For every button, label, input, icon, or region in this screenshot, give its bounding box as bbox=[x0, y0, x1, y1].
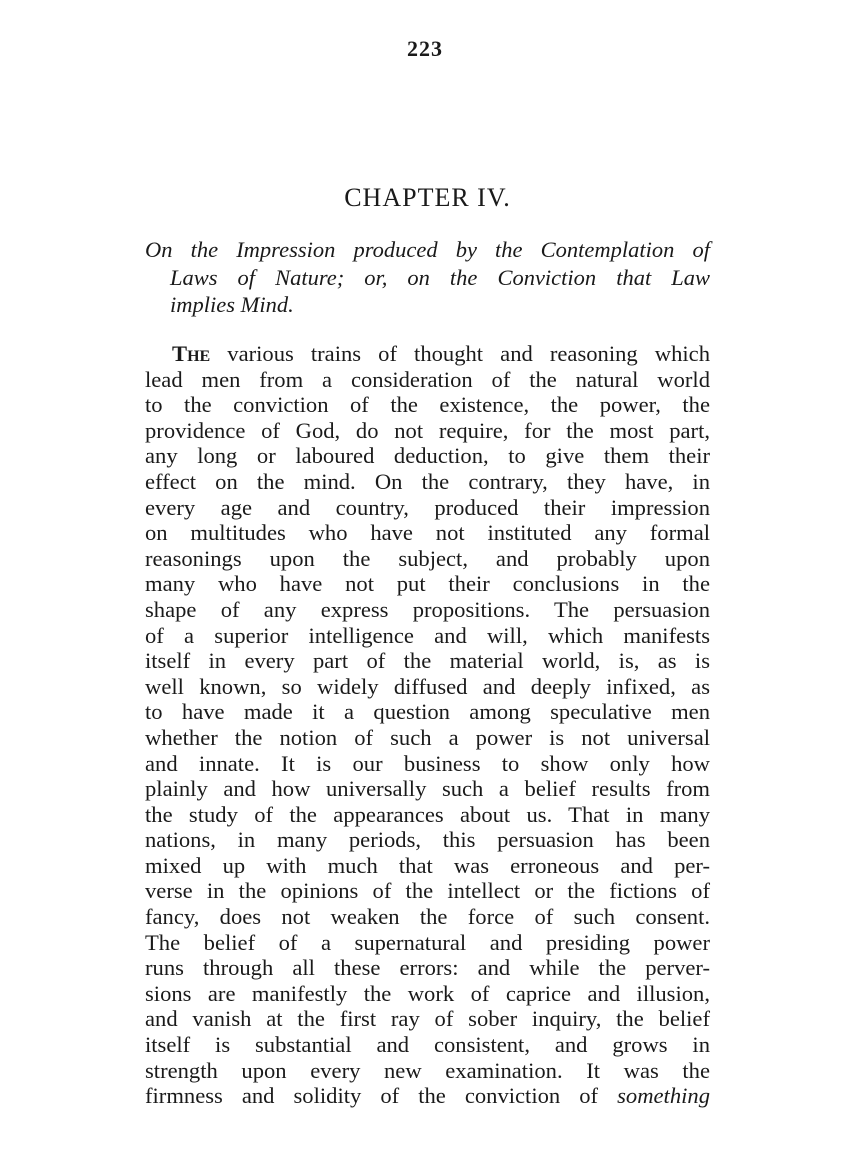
page-number: 223 bbox=[407, 36, 443, 61]
text-line: to the conviction of the existence, the power, the bbox=[145, 392, 710, 418]
subtitle-line: implies Mind. bbox=[170, 292, 294, 317]
text-line: effect on the mind. On the contrary, they have, in bbox=[145, 468, 710, 494]
text-line bbox=[145, 1083, 710, 1109]
text-line: on multitudes who have not instituted any formal bbox=[145, 520, 710, 546]
text-line: reasonings upon the subject, and probably upon bbox=[145, 545, 710, 571]
text-line: whether the notion of such a power is not universal bbox=[145, 724, 710, 750]
text-line: to have made it a question among speculative men bbox=[145, 699, 710, 725]
text-line: sions are manifestly the work of caprice and illusion, bbox=[145, 980, 710, 1006]
text-line: shape of any express propositions. The persuasion bbox=[145, 596, 710, 622]
text-line: strength upon every new examination. It was the bbox=[145, 1057, 710, 1083]
text-line: of a superior intelligence and will, which manifests bbox=[145, 622, 710, 648]
text-line: and vanish at the first ray of sober inquiry, the belief bbox=[145, 1006, 710, 1032]
text-line: itself in every part of the material world, is, as is bbox=[145, 648, 710, 674]
text-line: fancy, does not weaken the force of such consent. bbox=[145, 904, 710, 930]
last-line-text: firmness and solidity of the conviction of bbox=[145, 1083, 599, 1109]
text-line: well known, so widely diffused and deeply infixed, as bbox=[145, 673, 710, 699]
body-paragraph bbox=[145, 341, 710, 1109]
text-line bbox=[145, 341, 710, 367]
text-line: plainly and how universally such a belief results from bbox=[145, 776, 710, 802]
text-line: itself is substantial and consistent, and grows in bbox=[145, 1032, 710, 1058]
subtitle-line: Laws of Nature; or, on the Conviction that Law bbox=[170, 264, 710, 290]
first-line-text: various trains of thought and reasoning which bbox=[227, 341, 711, 366]
text-line: verse in the opinions of the intellect or the fictions of bbox=[145, 878, 710, 904]
text-line: many who have not put their conclusions in the bbox=[145, 571, 710, 597]
text-line: nations, in many periods, this persuasion has been bbox=[145, 827, 710, 853]
italic-word: something bbox=[617, 1083, 710, 1109]
chapter-subtitle bbox=[145, 236, 710, 319]
text-line: mixed up with much that was erroneous and per- bbox=[145, 852, 710, 878]
text-line: runs through all these errors: and while the perver- bbox=[145, 955, 710, 981]
text-line: any long or laboured deduction, to give them their bbox=[145, 443, 710, 469]
text-line: The belief of a supernatural and presiding power bbox=[145, 929, 710, 955]
text-line: providence of God, do not require, for the most part, bbox=[145, 417, 710, 443]
text-line: every age and country, produced their impression bbox=[145, 494, 710, 520]
subtitle-line: On the Impression produced by the Contemplation of bbox=[145, 237, 710, 262]
text-line: lead men from a consideration of the natural world bbox=[145, 366, 710, 392]
text-line: and innate. It is our business to show only how bbox=[145, 750, 710, 776]
text-line: the study of the appearances about us. That in many bbox=[145, 801, 710, 827]
lead-word: The bbox=[172, 341, 211, 366]
chapter-title: CHAPTER IV. bbox=[344, 183, 511, 212]
